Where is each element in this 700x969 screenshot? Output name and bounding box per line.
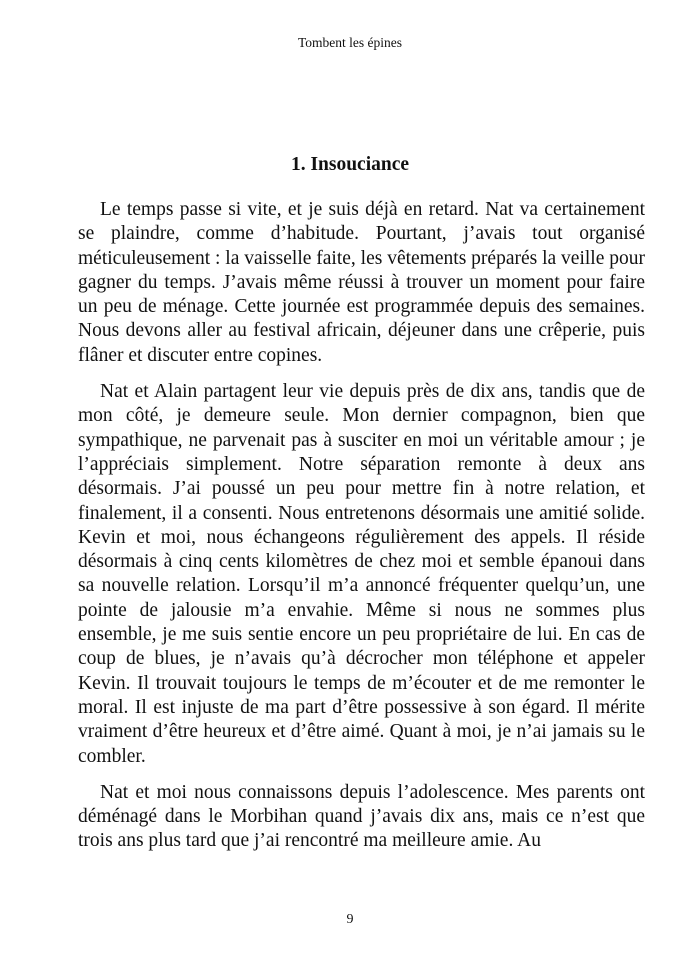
- paragraph: Nat et moi nous connaissons depuis l’adolescence. Mes parents ont déménagé dans le Morbihan quand j’avais dix ans, mais ce n’est que trois ans plus tard que j’ai rencontré ma meilleure amie. Au: [78, 781, 645, 852]
- body-text: [78, 198, 645, 866]
- paragraph: Le temps passe si vite, et je suis déjà en retard. Nat va certainement se plaindre, comme d’habitude. Pourtant, j’avais tout organisé méticuleusement : la vaisselle faite, les vêtements préparés la veille pour gagner du temps. J’avais même réussi à trouver un moment pour faire un peu de ménage. Cette journée est programmée depuis des semaines. Nous devons aller au festival africain, déjeuner dans une crêperie, puis flâner et discuter entre copines.: [78, 199, 645, 366]
- paragraph: Nat et Alain partagent leur vie depuis près de dix ans, tandis que de mon côté, je demeure seule. Mon dernier compagnon, bien que sympathique, ne parvenait pas à susciter en moi un véritable amour ; je l’appréciais simplement. Notre séparation remonte à deux ans désormais. J’ai poussé un peu pour mettre fin à notre relation, et finalement, il a consenti. Nous entretenons désormais une amitié solide. Kevin et moi, nous échangeons régulièrement des appels. Il réside désormais à cinq cents kilomètres de chez moi et semble épanoui dans sa nouvelle relation. Lorsqu’il m’a annoncé fréquenter quelqu’un, une pointe de jalousie m’a envahie. Même si nous ne sommes plus ensemble, je me suis sentie encore un peu propriétaire de lui. En cas de coup de blues, je n’avais qu’à décrocher mon téléphone et appeler Kevin. Il trouvait toujours le temps de m’écouter et de me remonter le moral. Il est injuste de ma part d’être possessive à son égard. Il mérite vraiment d’être heureux et d’être aimé. Quant à moi, je n’ai jamais su le combler.: [78, 381, 645, 767]
- chapter-title: 1. Insouciance: [290, 154, 410, 176]
- page-number: 9: [346, 912, 354, 927]
- running-header: Tombent les épines: [297, 35, 403, 50]
